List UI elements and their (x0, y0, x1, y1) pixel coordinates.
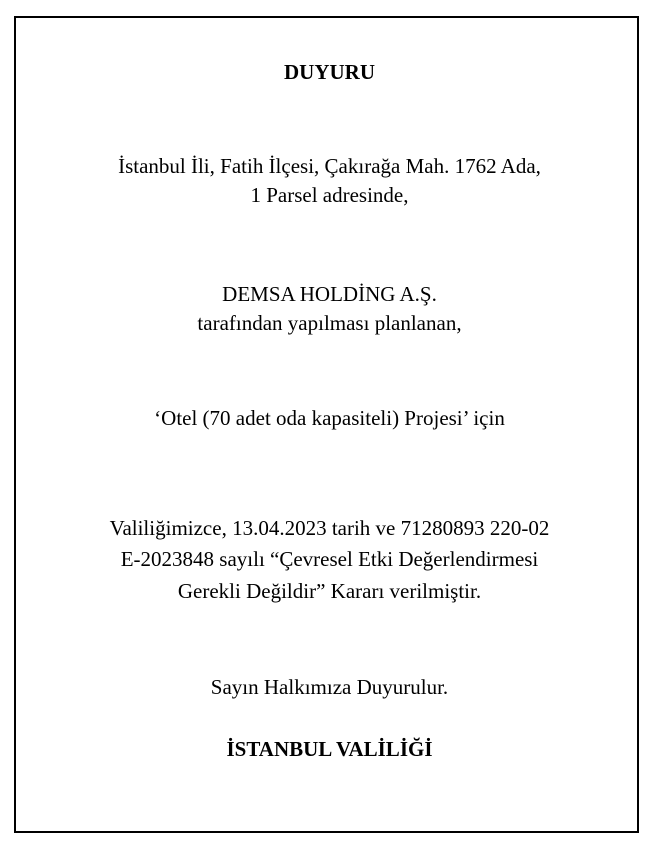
announcement-title: DUYURU (284, 60, 375, 84)
decision-line-3: Gerekli Değildir” Kararı verilmiştir. (177, 579, 482, 603)
project-name: ‘Otel (70 adet oda kapasiteli) Projesi’ için (154, 406, 505, 430)
company-note: tarafından yapılması planlanan, (197, 311, 462, 335)
company-name: DEMSA HOLDİNG A.Ş. (222, 282, 437, 306)
location-line-2: 1 Parsel adresinde, (250, 183, 409, 207)
location-line-1: İstanbul İli, Fatih İlçesi, Çakırağa Mah. 1762 Ada, (118, 154, 541, 178)
decision-line-2: E-2023848 sayılı “Çevresel Etki Değerlendirmesi (120, 547, 539, 571)
closing-text: Sayın Halkımıza Duyurulur. (210, 675, 449, 699)
decision-line-1: Valiliğimizce, 13.04.2023 tarih ve 71280893 220-02 (109, 516, 550, 540)
authority-signature: İSTANBUL VALİLİĞİ (226, 737, 433, 761)
